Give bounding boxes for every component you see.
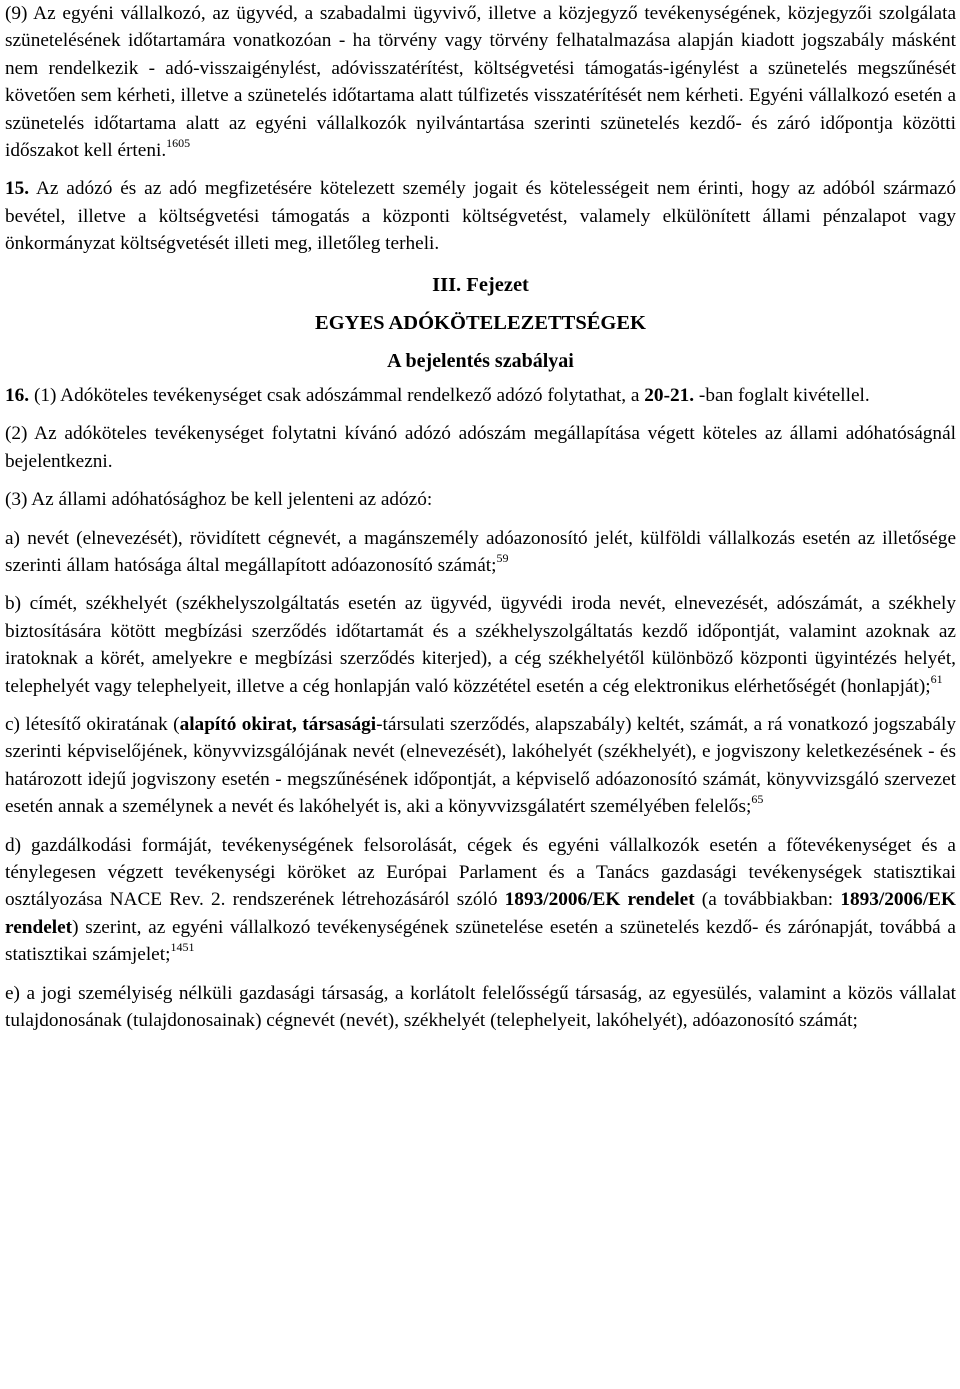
section-15-text: Az adózó és az adó megfizetésére kötelezett személy jogait és kötelességeit nem érinti, hogy az adóból származó bevétel, illetve a költségvetési támogatás a központi költségvetést, valamely elkülönített állami pénzalapot vagy önkormányzat költségvetését illeti meg, illetőleg terheli. — [5, 178, 956, 255]
item-text: a) nevét (elnevezését), rövidített cégnevét, a magánszemély adóazonosító jelét, külföldi vállalkozás esetén az illetősége szerinti állam hatósága által megállapított adóazonosító számát; — [5, 527, 956, 576]
list-item-e: e) a jogi személyiség nélküli gazdasági társaság, a korlátolt felelősségű társaság, az egyesülés, valamint a közös vállalat tulajdonosának (tulajdonosainak) cégnevét (nevét), székhelyét (telephelyeit, lakóhelyét), adóazonosító számát; — [5, 982, 956, 1031]
item-text: ) szerint, az egyéni vállalkozó tevékenységének szünetelése esetén a szünetelés kezdő- és zárónapját, továbbá a statisztikai számjelet; — [5, 916, 956, 966]
section-subtitle: A bejelentés szabályai — [387, 350, 574, 373]
paragraph-9-text: (9) Az egyéni vállalkozó, az ügyvéd, a szabadalmi ügyvivő, illetve a közjegyző tevékenységének, közjegyzői szolgálata szünetelésének időtartamára vonatkozóan - ha törvény vagy törvény felhatalmazása alapján kiadott jogszabály másként nem rendelkezik - adó-visszaigénylést, adóvisszatérítést, költségvetési támogatás-igénylést a szünetelés megszűnését követően sem kérheti, illetve a szünetelés időtartama alatt túlfizetés visszatérítését nem kérheti. Egyéni vállalkozó esetén a szünetelés időtartama alatt az egyéni vállalkozók nyilvántartása szerinti szünetelés kezdő- és záró időpontja közötti időszakot kell érteni. — [5, 3, 956, 162]
section-16-paragraph-3: (3) Az állami adóhatósághoz be kell jelenteni az adózó: — [5, 489, 433, 511]
paragraph-9 — [5, 0, 956, 164]
list-item-d — [5, 832, 956, 969]
footnote-ref[interactable]: 65 — [751, 792, 764, 807]
bold-term: 1893/2006/EK rendelet — [504, 889, 695, 911]
footnote-ref[interactable]: 61 — [930, 671, 943, 686]
bold-term: 1893/2006/EK rendelet — [5, 889, 957, 938]
item-text: c) létesítő okiratának ( — [5, 713, 180, 735]
bold-term: alapító okirat, társasági — [179, 713, 377, 735]
footnote-ref[interactable]: 59 — [496, 550, 509, 565]
list-item-b — [5, 590, 956, 700]
item-text: d) gazdálkodási formáját, tevékenységének felsorolását, cégek és egyéni vállalkozók esetén a főtevékenységet és a ténylegesen végzett tevékenységi köröket az Európai Parlament és a Tanács gazdasági tevékenységek statisztikai osztályozása NACE Rev. 2. rendszerének létrehozásáról szóló — [5, 834, 956, 911]
paragraph-text: (1) Adóköteles tevékenységet csak adószámmal rendelkező adózó folytathat, a — [33, 384, 640, 406]
section-number: 16. — [5, 384, 30, 406]
section-15 — [5, 175, 956, 257]
item-text: b) címét, székhelyét (székhelyszolgáltatás esetén az ügyvéd, ügyvédi iroda nevét, elnevezését, adószámát, a székhely biztosítására kötött megbízási szerződés időtartamát és a székhelyszolgáltatás kezdő időpontját, valamint azoknak az iratoknak a körét, amelyekre e megbízási szerződés kiterjed), a cég székhelyétől különböző központi ügyintézés helyét, telephelyét vagy telephelyeit, illetve a cég honlapján való közzététel esetén a cég elektronikus elérhetőségét (honlapját); — [5, 593, 956, 697]
item-text: (a továbbiakban: — [701, 889, 834, 911]
chapter-title: EGYES ADÓKÖTELEZETTSÉGEK — [315, 312, 646, 335]
section-16-paragraph-1 — [5, 382, 956, 409]
list-item-a — [5, 525, 956, 580]
item-text: -társulati szerződés, alapszabály) keltét, számát, a rá vonatkozó jogszabály szerinti képviselőjének, könyvvizsgálójának nevét (elnevezését), lakóhelyét (székhelyét), e jogviszony keletkezésének - és határozott idejű jogviszony esetén - megszűnésének időpontját, a képviselő adóazonosító számát, könyvvizsgáló szervezet esetén annak a személynek a nevét és lakóhelyét is, aki a könyvvizsgálatért személyében felelős; — [5, 713, 956, 818]
chapter-heading: III. Fejezet — [432, 273, 529, 296]
list-item-c — [5, 711, 956, 821]
section-16-paragraph-2: (2) Az adóköteles tevékenységet folytatni kívánó adózó adószám megállapítása végett köteles az állami adóhatóságnál bejelentkezni. — [5, 423, 956, 472]
section-reference[interactable]: 20-21. — [644, 384, 695, 406]
footnote-ref[interactable]: 1605 — [166, 136, 191, 151]
footnote-ref[interactable]: 1451 — [170, 940, 195, 955]
section-number: 15. — [5, 178, 30, 200]
paragraph-text: -ban foglalt kivétellel. — [698, 384, 870, 406]
